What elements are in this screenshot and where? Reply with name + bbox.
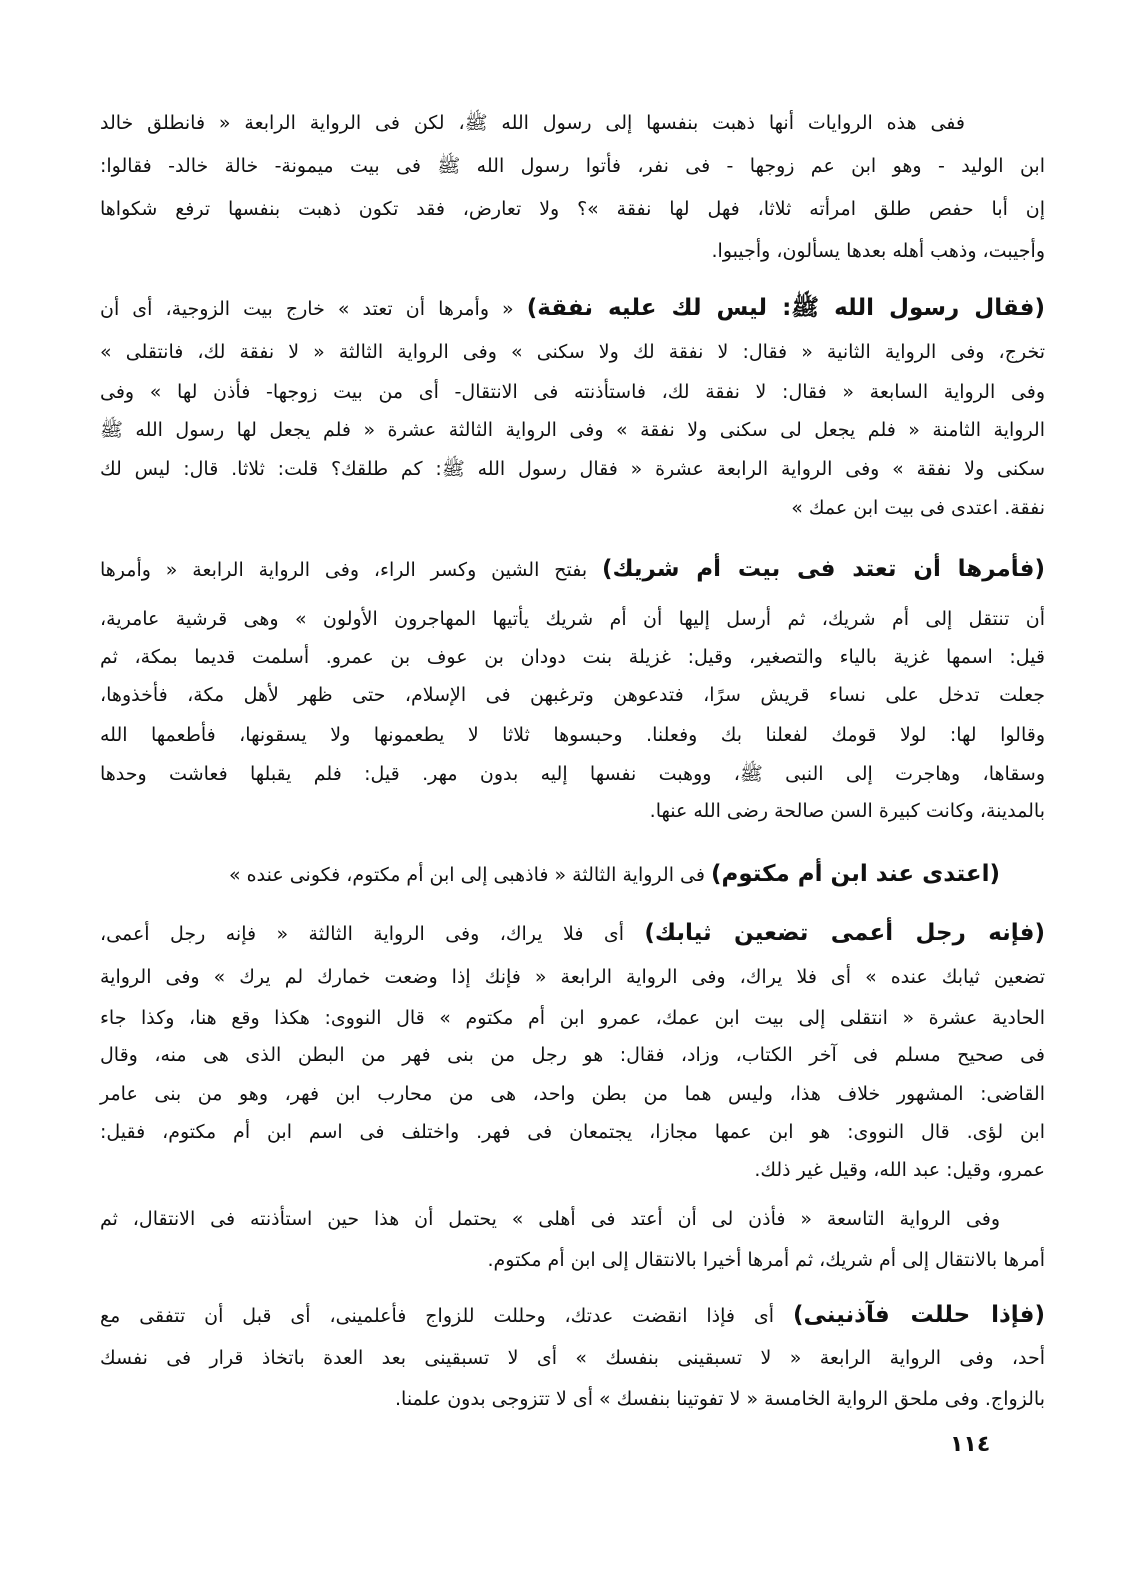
heading-line xyxy=(100,291,1045,325)
body-line: وفى الرواية التاسعة « فأذن لى أن أعتد فى أهلى » يحتمل أن هذا حين استأذنته فى الانتقال، ثم xyxy=(100,1208,1000,1230)
body-line: ابن الوليد - وهو ابن عم زوجها - فى نفر، فأتوا رسول الله ﷺ فى بيت ميمونة- خالة خالد- فقالوا: xyxy=(100,155,1045,177)
bold-lemma: (فأمرها أن تعتد فى بيت أم شريك) xyxy=(601,556,1045,582)
line-text: أى فإذا انقضت عدتك، وحللت للزواج فأعلمينى، أى قبل أن تتفقى مع xyxy=(100,1305,793,1327)
body-line: جعلت تدخل على نساء قريش سرًا، فتدعوهن وترغبهن فى الإسلام، حتى ظهر لأهل مكة، فأخذوها، xyxy=(100,684,1045,706)
body-line: قيل: اسمها غزية بالياء والتصغير، وقيل: غزيلة بنت دودان بن عوف بن عمرو. أسلمت قديما بمكة، ثم xyxy=(100,646,1045,668)
body-line: أن تنتقل إلى أم شريك، ثم أرسل إليها أن أم شريك يأتيها المهاجرون الأولون » وهى قرشية عامرية، xyxy=(100,608,1045,630)
body-line: فى صحيح مسلم فى آخر الكتاب، وزاد، فقال: هو رجل من بنى فهر من البطن الذى هى منه، وقال xyxy=(100,1044,1045,1066)
body-line: عمرو، وقيل: عبد الله، وقيل غير ذلك. xyxy=(754,1159,1045,1181)
body-line: بالزواج. وفى ملحق الرواية الخامسة « لا تفوتينا بنفسك » أى لا تتزوجى بدون علمنا. xyxy=(395,1388,1045,1410)
body-line: الرواية الثامنة « فلم يجعل لى سكنى ولا نفقة » وفى الرواية الثالثة عشرة « فلم يجعل لها رسول الله ﷺ xyxy=(100,419,1045,441)
heading-line xyxy=(100,1298,1045,1332)
body-line: سكنى ولا نفقة » وفى الرواية الرابعة عشرة « فقال رسول الله ﷺ: كم طلقك؟ قلت: ثلاثا. قال: ليس لك xyxy=(100,458,1045,480)
body-line: وأجيبت، وذهب أهله بعدها يسألون، وأجيبوا. xyxy=(711,240,1045,262)
bold-lemma: (اعتدى عند ابن أم مكتوم) xyxy=(710,861,1000,887)
bold-lemma: (فقال رسول الله ﷺ: ليس لك عليه نفقة) xyxy=(526,295,1045,321)
body-line: وسقاها، وهاجرت إلى النبى ﷺ، ووهبت نفسها إليه بدون مهر. قيل: فلم يقبلها فعاشت وحدها xyxy=(100,763,1045,785)
body-line: تخرج، وفى الرواية الثانية « فقال: لا نفقة لك ولا سكنى » وفى الرواية الثالثة « لا نفقة لك، فانتقلى » xyxy=(100,341,1045,363)
body-line: وقالوا لها: لولا قومك لفعلنا بك وفعلنا. وحبسوها ثلاثا لا يطعمونها ولا يسقونها، فأطعمها الله xyxy=(100,724,1045,746)
body-line: الحادية عشرة « انتقلى إلى بيت ابن عمك، عمرو ابن أم مكتوم » قال النووى: هكذا وقع هنا، وكذا جاء xyxy=(100,1007,1045,1029)
line-text: بفتح الشين وكسر الراء، وفى الرواية الرابعة « وأمرها xyxy=(100,559,602,581)
body-line: نفقة. اعتدى فى بيت ابن عمك » xyxy=(791,497,1045,519)
line-text: أى فلا يراك، وفى الرواية الثالثة « فإنه رجل أعمى، xyxy=(100,923,645,945)
body-line: بالمدينة، وكانت كبيرة السن صالحة رضى الله عنها. xyxy=(649,800,1045,822)
heading-line xyxy=(100,552,1045,586)
body-line: القاضى: المشهور خلاف هذا، وليس هما من بطن واحد، هى من محارب ابن فهر، وهو من بنى عامر xyxy=(100,1083,1045,1105)
body-line: ففى هذه الروايات أنها ذهبت بنفسها إلى رسول الله ﷺ، لكن فى الرواية الرابعة « فانطلق خالد xyxy=(100,112,965,134)
body-line: تضعين ثيابك عنده » أى فلا يراك، وفى الرواية الرابعة « فإنك إذا وضعت خمارك لم يرك » وفى الرواية xyxy=(100,966,1045,988)
body-line: أحد، وفى الرواية الرابعة « لا تسبقينى بنفسك » أى لا تسبقينى بعد العدة باتخاذ قرار فى نفسك xyxy=(100,1347,1045,1369)
bold-lemma: (فإنه رجل أعمى تضعين ثيابك) xyxy=(644,920,1046,946)
heading-line xyxy=(100,916,1045,950)
bold-lemma: (فإذا حللت فآذنينى) xyxy=(792,1302,1045,1328)
line-text: « وأمرها أن تعتد » خارج بيت الزوجية، أى أن xyxy=(100,298,527,320)
body-line: إن أبا حفص طلق امرأته ثلاثا، فهل لها نفقة »؟ ولا تعارض، فقد تكون ذهبت بنفسها ترفع شكواها xyxy=(100,198,1045,220)
body-line: ابن لؤى. قال النووى: هو ابن عمها مجازا، يجتمعان فى فهر. واختلف فى اسم ابن أم مكتوم، فقيل: xyxy=(100,1121,1045,1143)
page-number: ١١٤ xyxy=(950,1432,991,1457)
body-line: وفى الرواية السابعة « فقال: لا نفقة لك، فاستأذنته فى الانتقال- أى من بيت زوجها- فأذن لها » وفى xyxy=(100,381,1045,403)
body-line: أمرها بالانتقال إلى أم شريك، ثم أمرها أخيرا بالانتقال إلى ابن أم مكتوم. xyxy=(487,1249,1045,1271)
line-text: فى الرواية الثالثة « فاذهبى إلى ابن أم مكتوم، فكونى عنده » xyxy=(229,864,711,886)
heading-line xyxy=(100,857,1000,891)
